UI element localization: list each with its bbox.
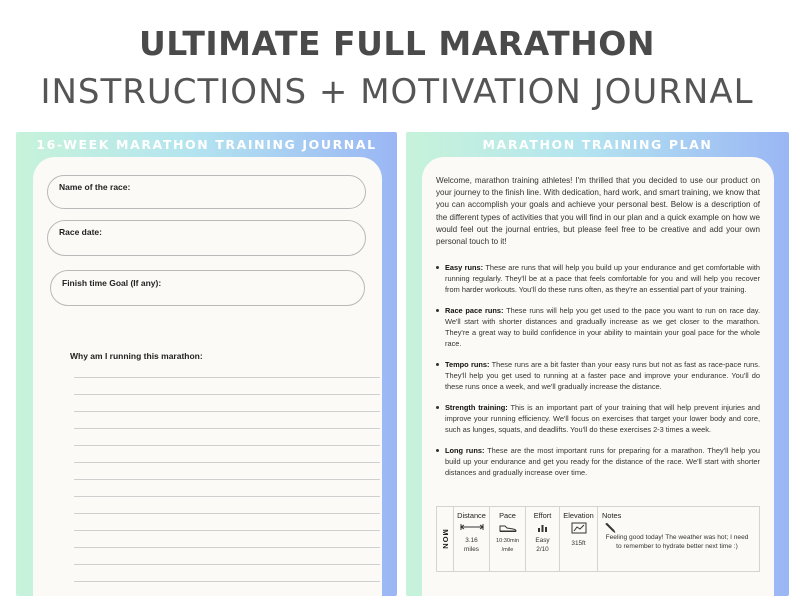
race-name-field[interactable]: [47, 175, 366, 209]
column-header: Effort: [533, 511, 552, 520]
pace-value: 10:30min: [495, 538, 519, 544]
hero-title: ULTIMATE FULL MARATHON: [139, 24, 655, 63]
writing-line: [74, 428, 380, 429]
distance-unit: miles: [464, 545, 479, 553]
list-item: [436, 359, 760, 392]
effort-value: Easy: [535, 537, 550, 544]
list-item: [436, 445, 760, 478]
ruler-arrow-icon: [454, 522, 489, 534]
writing-line: [74, 445, 380, 446]
example-log-table: [436, 506, 760, 572]
race-date-field[interactable]: [47, 220, 366, 256]
elevation-cell: [559, 507, 597, 571]
sneaker-icon: [490, 522, 525, 534]
writing-line: [74, 411, 380, 412]
column-header: Pace: [499, 511, 516, 520]
bullet-text: These runs will help you get used to the pace you want to run on race day. We'll start with shorter distances and gradually increase as we get closer to the marathon. They're a great way to build confidence in your ability to maintain your goal pace for the whole race.: [445, 306, 761, 348]
effort-scale: 2/10: [536, 545, 549, 553]
list-item: [436, 305, 760, 349]
hero-subtitle: INSTRUCTIONS + MOTIVATION JOURNAL: [40, 72, 754, 112]
column-header: Notes: [602, 511, 622, 520]
intro-paragraph: Welcome, marathon training athletes! I'm thrilled that you decided to use our product on your journey to the finish line. With dedication, hard work, and smart training, we know that you can accomplish your goals and achieve your personal best. Below is a description of the different types of activities that you will find in our plan and a quick example on how we would feel out the journal entries, but please feel free to be creative and add your own personal touch to it!: [436, 176, 760, 247]
writing-line: [74, 513, 380, 514]
writing-line: [74, 479, 380, 480]
finish-goal-field[interactable]: [50, 270, 365, 306]
activity-list: [436, 262, 760, 488]
column-header: Distance: [457, 511, 486, 520]
bullet-text: This is an important part of your training that will help prevent injuries and improve your running efficiency. We'll focus on exercises that target your lower body and core, such as lunges, squats, and deadlifts. You'll do these exercises 2-3 times a week.: [445, 403, 761, 434]
field-label: Name of the race:: [59, 182, 131, 192]
writing-line: [74, 581, 380, 582]
writing-line: [74, 564, 380, 565]
pace-cell: [489, 507, 525, 571]
bullet-term: Race pace runs:: [445, 306, 504, 315]
bullet-text: These runs are a bit faster than your easy runs but not as fast as race-pace runs. They'll help you get used to running at a faster pace and improve your endurance. You'll do these runs once a week, and we'll gradually increase the distance.: [445, 360, 761, 391]
bullet-term: Strength training:: [445, 403, 508, 412]
distance-value: 3.16: [465, 537, 478, 544]
writing-line: [74, 530, 380, 531]
list-item: [436, 262, 760, 295]
distance-cell: [453, 507, 489, 571]
bullet-term: Easy runs:: [445, 263, 484, 272]
notes-text: Feeling good today! The weather was hot; I need to remember to hydrate better next time :): [605, 534, 749, 550]
column-header: Elevation: [563, 511, 594, 520]
trend-chart-icon: [560, 522, 597, 534]
effort-cell: [525, 507, 559, 571]
day-label: MON: [440, 528, 450, 550]
bullet-term: Tempo runs:: [445, 360, 490, 369]
bullet-text: These are runs that will help you build up your endurance and get comfortable with running regularly. They'll be at a pace that feels comfortable for you and will help you recover from harder workouts. You'll do these runs often, as they're an essential part of your training.: [445, 263, 761, 294]
writing-line: [74, 377, 380, 378]
bullet-term: Long runs:: [445, 446, 485, 455]
list-item: [436, 402, 760, 435]
training-plan-page-right: [406, 132, 789, 596]
notes-cell[interactable]: [597, 507, 760, 571]
writing-line: [74, 496, 380, 497]
why-running-label: Why am I running this marathon:: [70, 351, 203, 361]
field-label: Finish time Goal (If any):: [62, 278, 162, 288]
writing-line: [74, 462, 380, 463]
page-header: 16-WEEK MARATHON TRAINING JOURNAL: [36, 137, 377, 152]
field-label: Race date:: [59, 227, 102, 237]
elevation-value: 315ft: [571, 540, 586, 547]
journal-page-left: [16, 132, 397, 596]
bar-chart-icon: [526, 522, 559, 534]
writing-line: [74, 394, 380, 395]
page-header: MARATHON TRAINING PLAN: [482, 137, 713, 152]
plan-sheet: [422, 157, 774, 596]
journal-sheet: [33, 157, 382, 596]
pace-unit: /mile: [501, 546, 514, 553]
writing-line: [74, 547, 380, 548]
bullet-text: These are the most important runs for preparing for a marathon. They'll help you build up your endurance and get you ready for the distance of the race. We'll start with shorter distances and gradually increase over time.: [445, 446, 760, 477]
